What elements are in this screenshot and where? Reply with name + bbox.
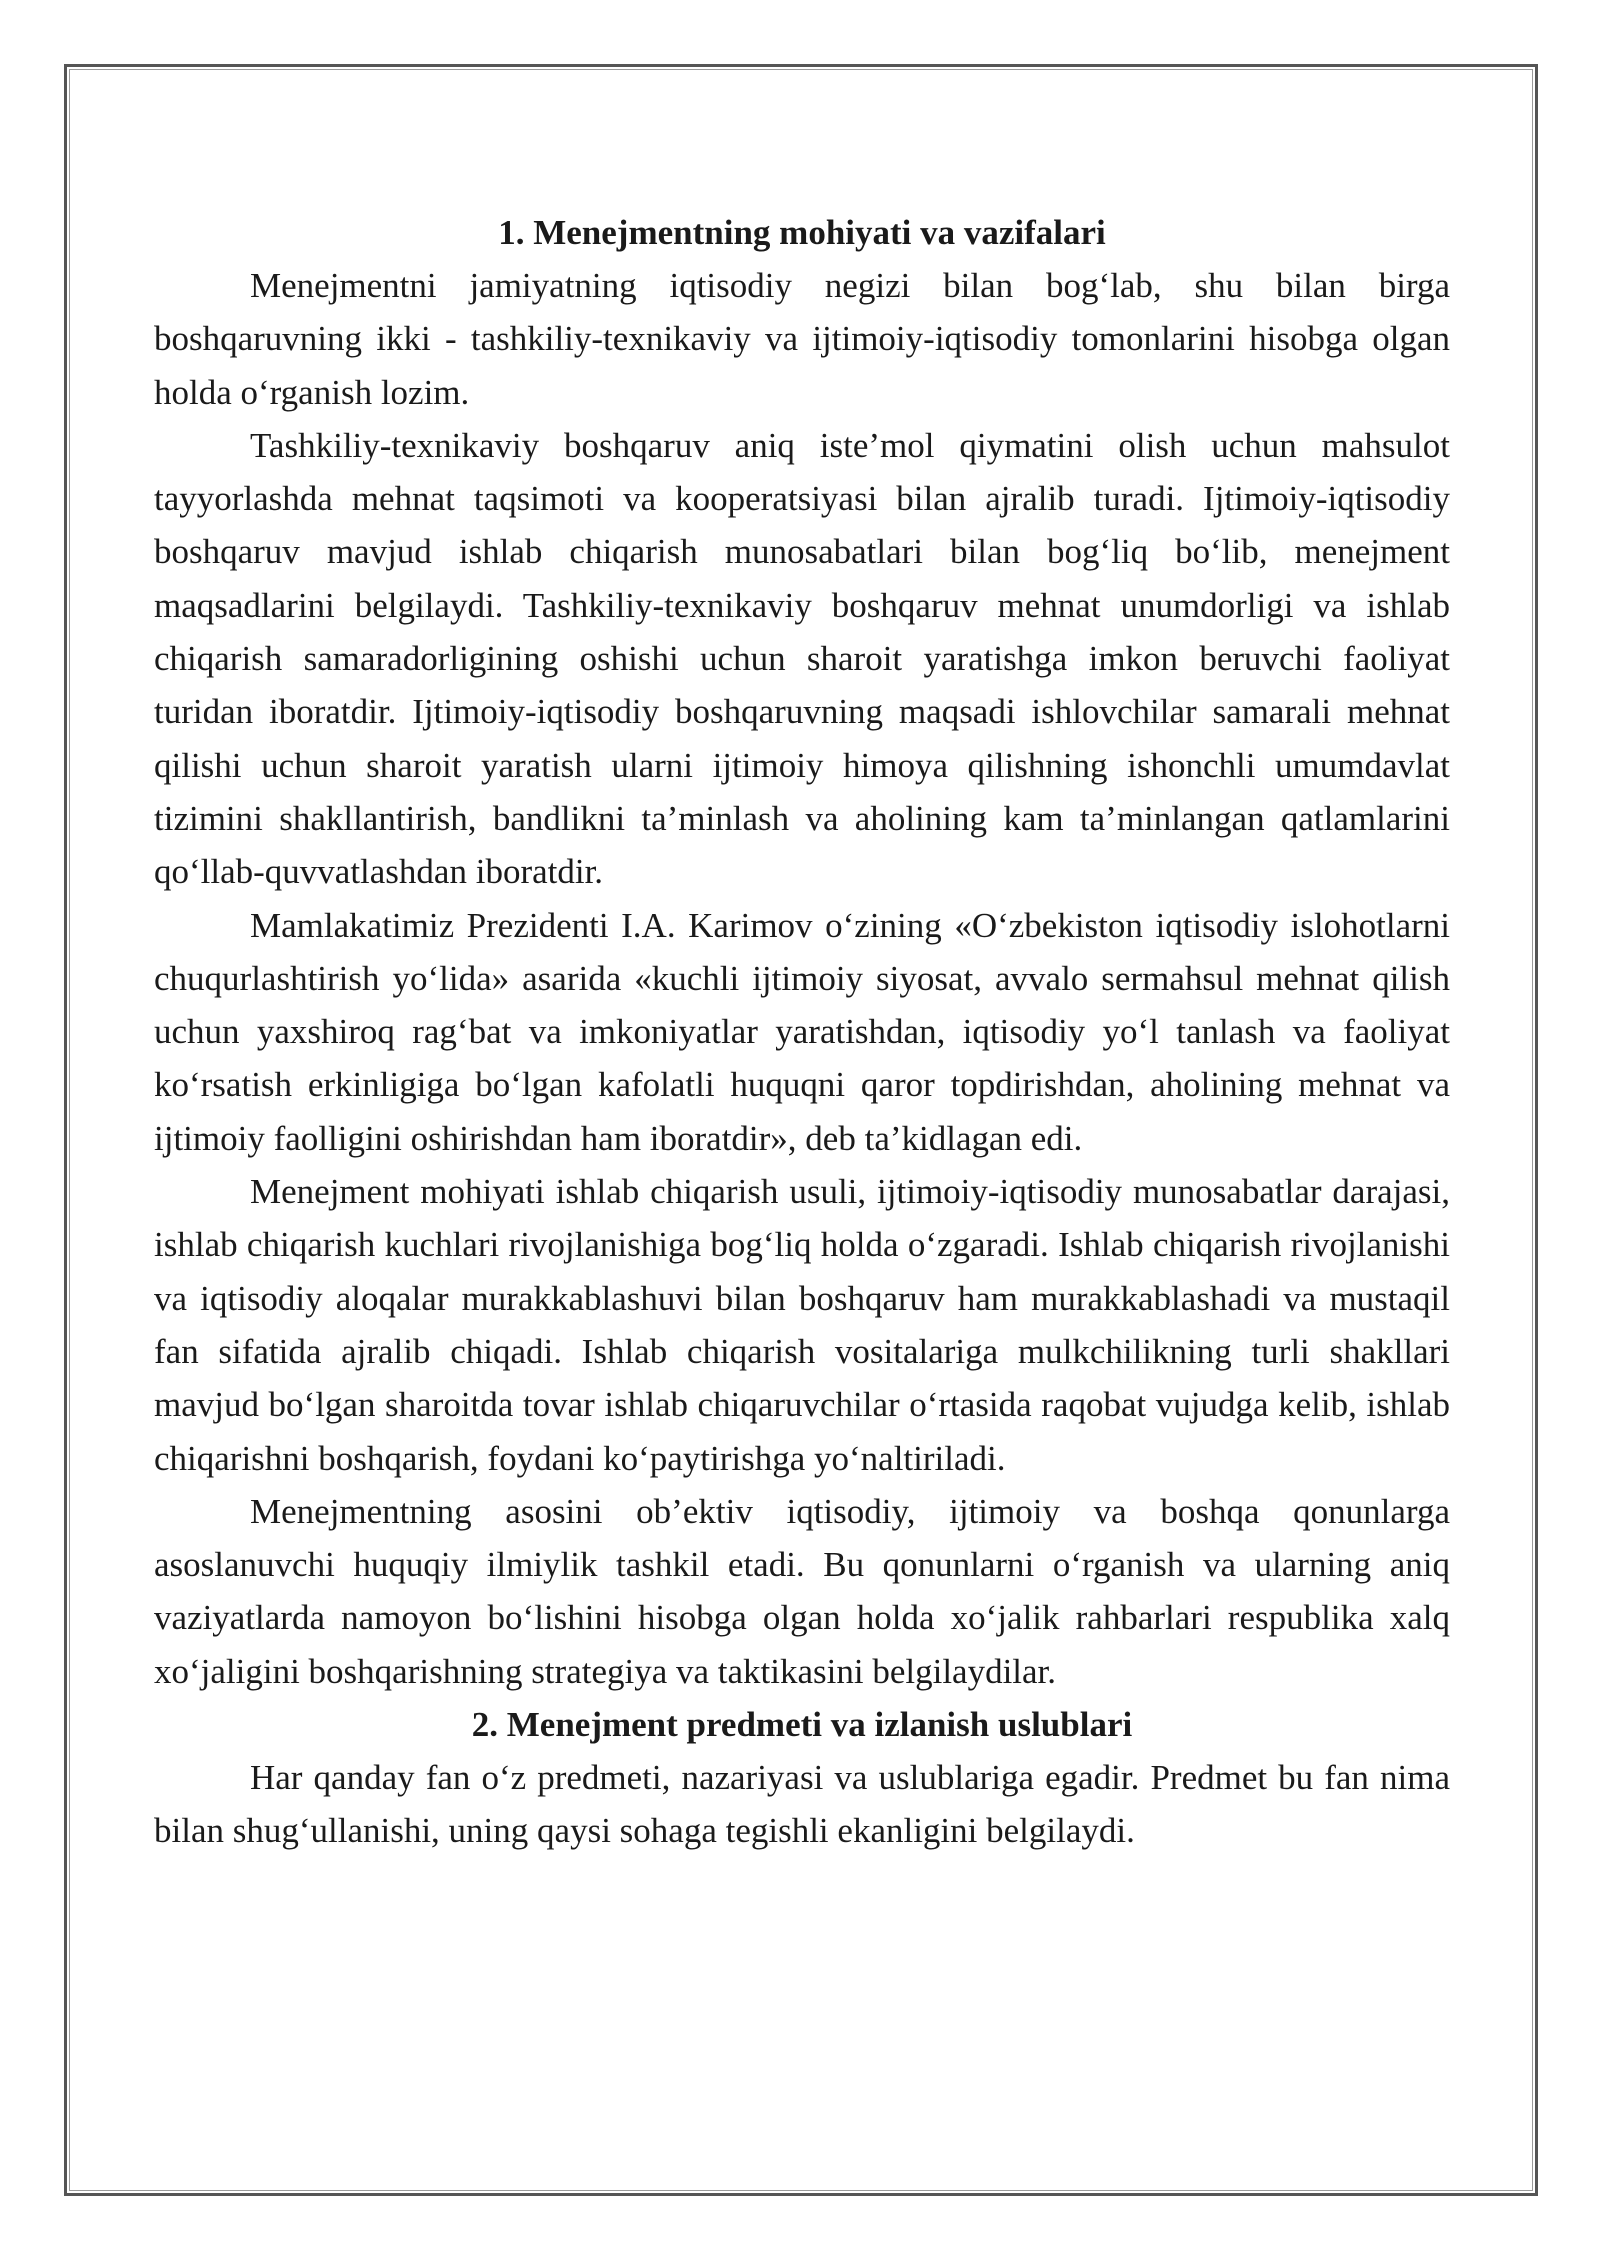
- section-1-paragraph-3: Mamlakatimiz Prezidenti I.A. Karimov o‘zining «O‘zbekiston iqtisodiy islohotlarni chuqurlashtirish yo‘lida» asarida «kuchli ijtimoiy siyosat, avvalo sermahsul mehnat qilish uchun yaxshiroq rag‘bat va imkoniyatlar yaratishdan, iqtisodiy yo‘l tanlash va faoliyat ko‘rsatish erkinligiga bo‘lgan kafolatli huquqni qaror topdirishdan, aholining mehnat va ijtimoiy faolligini oshirishdan ham iboratdir», deb ta’kidlagan edi.: [154, 905, 1450, 1158]
- section-1-paragraph-5: Menejmentning asosini ob’ektiv iqtisodiy, ijtimoiy va boshqa qonunlarga asoslanuvchi huquqiy ilmiylik tashkil etadi. Bu qonunlarni o‘rganish va ularning aniq vaziyatlarda namoyon bo‘lishini hisobga olgan holda xo‘jalik rahbarlari respublika xalq xo‘jaligini boshqarishning strategiya va taktikasini belgilaydilar.: [154, 1491, 1450, 1691]
- section-2-paragraph-1: Har qanday fan o‘z predmeti, nazariyasi va uslublariga egadir. Predmet bu fan nima bilan shug‘ullanishi, uning qaysi sohaga tegishli ekanligini belgilaydi.: [154, 1758, 1450, 1851]
- section-2-title: 2. Menejment predmeti va izlanish uslublari: [471, 1705, 1133, 1745]
- section-1-paragraph-1: Menejmentni jamiyatning iqtisodiy negizi bilan bog‘lab, shu bilan birga boshqaruvning ikki - tashkiliy-texnikaviy va ijtimoiy-iqtisodiy tomonlarini hisobga olgan holda o‘rganish lozim.: [154, 266, 1450, 412]
- section-1-title: 1. Menejmentning mohiyati va vazifalari: [498, 213, 1106, 252]
- section-1-paragraph-4: Menejment mohiyati ishlab chiqarish usuli, ijtimoiy-iqtisodiy munosabatlar darajasi, ishlab chiqarish kuchlari rivojlanishiga bog‘liq holda o‘zgaradi. Ishlab chiqarish rivojlanishi va iqtisodiy aloqalar murakkablashuvi bilan boshqaruv ham murakkablashadi va mustaqil fan sifatida ajralib chiqadi. Ishlab chiqarish vositalariga mulkchilikning turli shakllari mavjud bo‘lgan sharoitda tovar ishlab chiqaruvchilar o‘rtasida raqobat vujudga kelib, ishlab chiqarishni boshqarish, foydani ko‘paytirishga yo‘naltiriladi.: [154, 1172, 1450, 1478]
- document-body: [154, 206, 1450, 1858]
- section-1-paragraph-2: Tashkiliy-texnikaviy boshqaruv aniq iste’mol qiymatini olish uchun mahsulot tayyorlashda mehnat taqsimoti va kooperatsiyasi bilan ajralib turadi. Ijtimoiy-iqtisodiy boshqaruv mavjud ishlab chiqarish munosabatlari bilan bog‘liq bo‘lib, menejment maqsadlarini belgilaydi. Tashkiliy-texnikaviy boshqaruv mehnat unumdorligi va ishlab chiqarish samaradorligining oshishi uchun sharoit yaratishga imkon beruvchi faoliyat turidan iboratdir. Ijtimoiy-iqtisodiy boshqaruvning maqsadi ishlovchilar samarali mehnat qilishi uchun sharoit yaratish ularni ijtimoiy himoya qilishning ishonchli umumdavlat tizimini shakllantirish, bandlikni ta’minlash va aholining kam ta’minlangan qatlamlarini qo‘llab-quvvatlashdan iboratdir.: [154, 425, 1450, 892]
